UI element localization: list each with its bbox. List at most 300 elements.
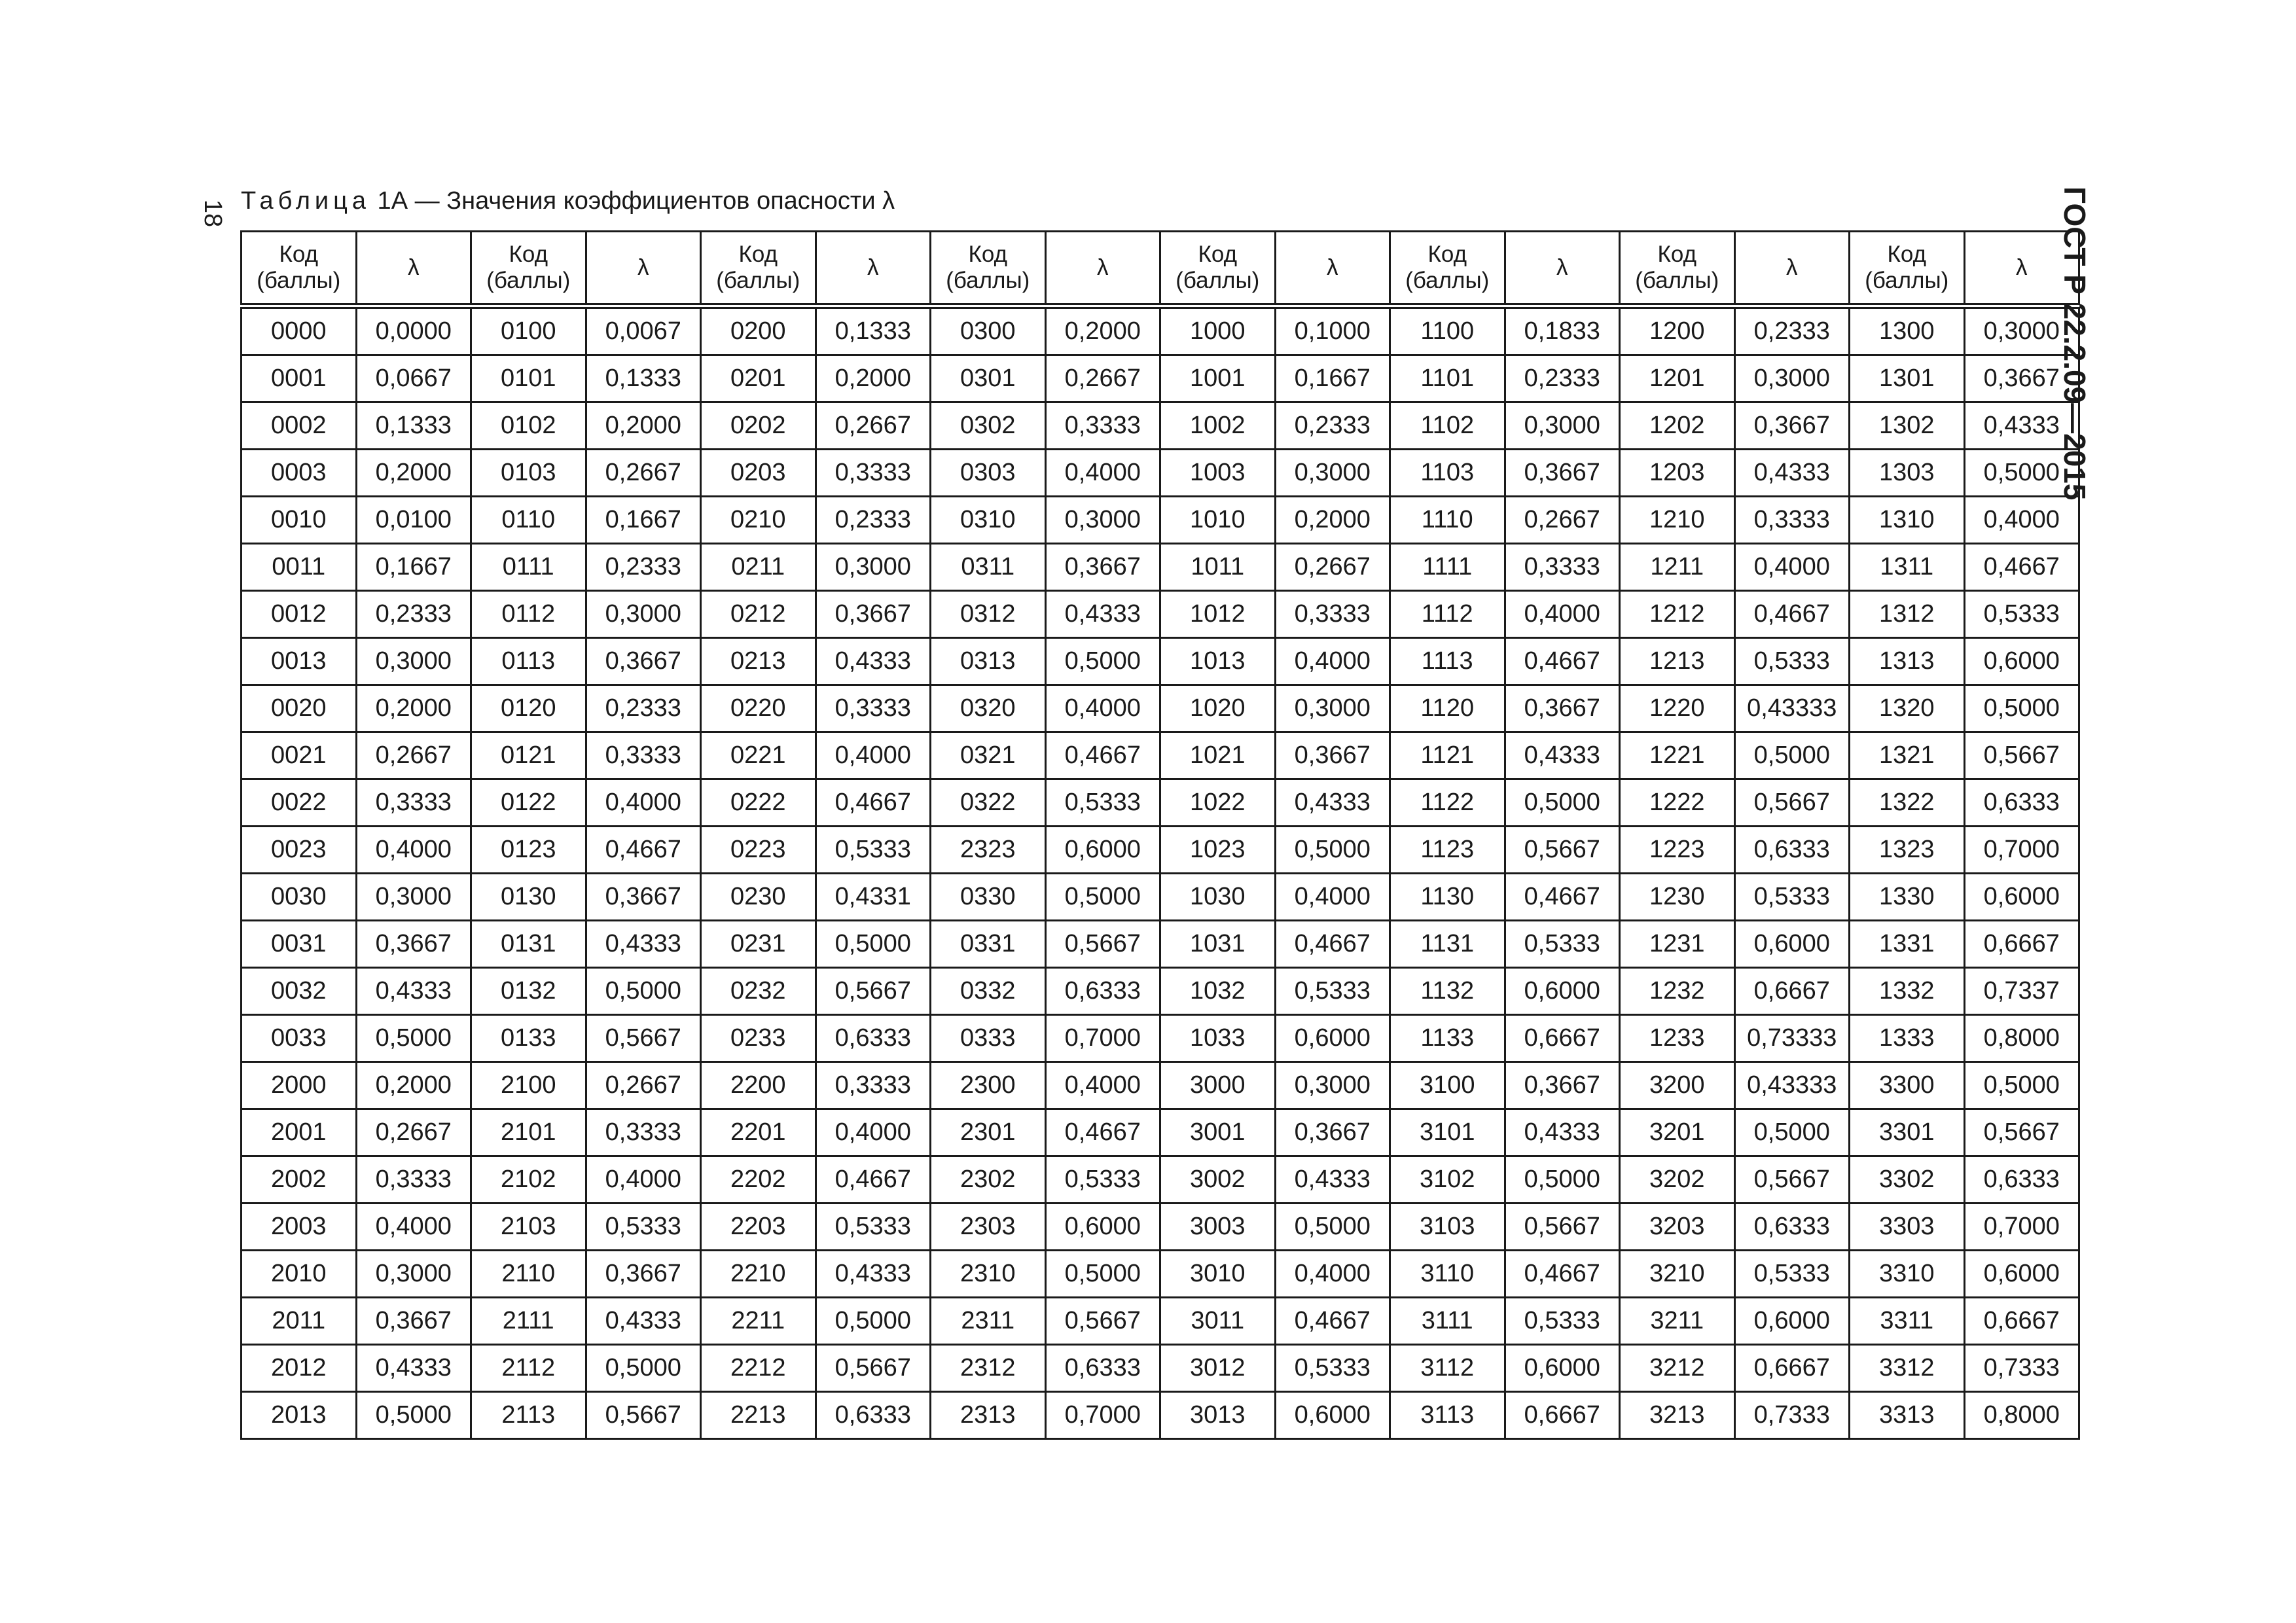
lambda-cell: 0,6000	[1505, 1345, 1620, 1392]
code-cell: 3211	[1620, 1298, 1735, 1345]
lambda-cell: 0,3333	[356, 779, 471, 827]
table-header-row	[242, 232, 2079, 306]
table-row	[242, 1392, 2079, 1439]
lambda-cell: 0,4000	[356, 1204, 471, 1251]
code-cell: 1113	[1390, 638, 1505, 685]
code-cell: 1202	[1620, 402, 1735, 450]
code-cell: 3000	[1160, 1062, 1276, 1109]
lambda-cell: 0,2000	[356, 450, 471, 497]
lambda-cell: 0,5000	[1045, 1251, 1160, 1298]
lambda-cell: 0,3000	[586, 591, 701, 638]
table-row	[242, 685, 2079, 732]
lambda-cell: 0,4667	[1045, 732, 1160, 779]
header-lambda	[586, 232, 701, 306]
lambda-cell: 0,6000	[1505, 968, 1620, 1015]
code-cell: 1313	[1850, 638, 1965, 685]
lambda-cell: 0,2000	[586, 402, 701, 450]
code-cell: 0023	[242, 827, 357, 874]
lambda-cell: 0,2667	[816, 402, 931, 450]
header-lambda	[1045, 232, 1160, 306]
lambda-cell: 0,2333	[586, 544, 701, 591]
code-cell: 0020	[242, 685, 357, 732]
header-lambda	[1505, 232, 1620, 306]
code-cell: 1200	[1620, 306, 1735, 355]
code-cell: 1232	[1620, 968, 1735, 1015]
table-row	[242, 1109, 2079, 1156]
table-row	[242, 1156, 2079, 1204]
lambda-cell: 0,3333	[816, 1062, 931, 1109]
table-row	[242, 827, 2079, 874]
lambda-cell: 0,6000	[1964, 1251, 2079, 1298]
code-cell: 1110	[1390, 497, 1505, 544]
lambda-cell: 0,2000	[1045, 306, 1160, 355]
code-cell: 0233	[701, 1015, 816, 1062]
lambda-cell: 0,5000	[1505, 1156, 1620, 1204]
lambda-cell: 0,6667	[1964, 921, 2079, 968]
code-cell: 0122	[471, 779, 586, 827]
code-cell: 0030	[242, 874, 357, 921]
table-row	[242, 732, 2079, 779]
code-cell: 2102	[471, 1156, 586, 1204]
table-row	[242, 1062, 2079, 1109]
code-cell: 2301	[931, 1109, 1046, 1156]
header-code	[471, 232, 586, 306]
lambda-cell: 0,5000	[1045, 638, 1160, 685]
header-label: Код (баллы)	[257, 241, 341, 293]
code-cell: 1020	[1160, 685, 1276, 732]
lambda-cell: 0,3667	[1275, 732, 1390, 779]
lambda-cell: 0,4000	[1275, 1251, 1390, 1298]
table-row	[242, 1204, 2079, 1251]
code-cell: 2003	[242, 1204, 357, 1251]
code-cell: 1101	[1390, 355, 1505, 402]
code-cell: 3212	[1620, 1345, 1735, 1392]
code-cell: 0333	[931, 1015, 1046, 1062]
lambda-cell: 0,2333	[356, 591, 471, 638]
lambda-cell: 0,2667	[1045, 355, 1160, 402]
header-code	[1620, 232, 1735, 306]
code-cell: 0332	[931, 968, 1046, 1015]
code-cell: 1102	[1390, 402, 1505, 450]
code-cell: 1230	[1620, 874, 1735, 921]
code-cell: 1011	[1160, 544, 1276, 591]
header-code	[931, 232, 1046, 306]
code-cell: 1122	[1390, 779, 1505, 827]
header-label: λ	[867, 255, 879, 280]
code-cell: 1130	[1390, 874, 1505, 921]
code-cell: 0033	[242, 1015, 357, 1062]
code-cell: 0133	[471, 1015, 586, 1062]
lambda-cell: 0,4333	[1045, 591, 1160, 638]
lambda-cell: 0,3000	[1964, 306, 2079, 355]
lambda-cell: 0,5333	[586, 1204, 701, 1251]
table-row	[242, 968, 2079, 1015]
lambda-cell: 0,4667	[1275, 921, 1390, 968]
lambda-cell: 0,6333	[1964, 1156, 2079, 1204]
lambda-cell: 0,1333	[816, 306, 931, 355]
code-cell: 0220	[701, 685, 816, 732]
code-cell: 1312	[1850, 591, 1965, 638]
lambda-cell: 0,5667	[1505, 1204, 1620, 1251]
code-cell: 0301	[931, 355, 1046, 402]
lambda-cell: 0,5000	[1045, 874, 1160, 921]
lambda-cell: 0,5000	[816, 921, 931, 968]
lambda-cell: 0,2333	[586, 685, 701, 732]
code-cell: 0212	[701, 591, 816, 638]
code-cell: 1131	[1390, 921, 1505, 968]
lambda-cell: 0,4333	[1275, 779, 1390, 827]
header-lambda	[1734, 232, 1850, 306]
code-cell: 1112	[1390, 591, 1505, 638]
lambda-cell: 0,73333	[1734, 1015, 1850, 1062]
lambda-cell: 0,4333	[586, 921, 701, 968]
code-cell: 1033	[1160, 1015, 1276, 1062]
header-label: Код (баллы)	[1405, 241, 1490, 293]
code-cell: 3101	[1390, 1109, 1505, 1156]
code-cell: 1223	[1620, 827, 1735, 874]
code-cell: 2112	[471, 1345, 586, 1392]
lambda-cell: 0,6667	[1734, 968, 1850, 1015]
code-cell: 3201	[1620, 1109, 1735, 1156]
lambda-cell: 0,5000	[356, 1392, 471, 1439]
lambda-cell: 0,2333	[1275, 402, 1390, 450]
code-cell: 0000	[242, 306, 357, 355]
header-label: λ	[1786, 255, 1798, 280]
code-cell: 1233	[1620, 1015, 1735, 1062]
code-cell: 2202	[701, 1156, 816, 1204]
lambda-cell: 0,2333	[1505, 355, 1620, 402]
code-cell: 2312	[931, 1345, 1046, 1392]
code-cell: 1021	[1160, 732, 1276, 779]
code-cell: 0012	[242, 591, 357, 638]
code-cell: 0011	[242, 544, 357, 591]
code-cell: 1120	[1390, 685, 1505, 732]
code-cell: 0320	[931, 685, 1046, 732]
code-cell: 0313	[931, 638, 1046, 685]
lambda-cell: 0,3000	[1045, 497, 1160, 544]
lambda-cell: 0,4667	[816, 1156, 931, 1204]
table-row	[242, 638, 2079, 685]
code-cell: 0111	[471, 544, 586, 591]
lambda-cell: 0,3333	[816, 685, 931, 732]
lambda-cell: 0,3667	[1964, 355, 2079, 402]
lambda-cell: 0,6333	[1964, 779, 2079, 827]
lambda-cell: 0,3333	[356, 1156, 471, 1204]
code-cell: 3313	[1850, 1392, 1965, 1439]
header-lambda	[1964, 232, 2079, 306]
table-caption	[241, 183, 895, 219]
code-cell: 2002	[242, 1156, 357, 1204]
lambda-cell: 0,3667	[586, 638, 701, 685]
lambda-cell: 0,3000	[356, 874, 471, 921]
code-cell: 2012	[242, 1345, 357, 1392]
code-cell: 0223	[701, 827, 816, 874]
lambda-cell: 0,7000	[1964, 827, 2079, 874]
code-cell: 1022	[1160, 779, 1276, 827]
lambda-cell: 0,5667	[1505, 827, 1620, 874]
lambda-cell: 0,4333	[356, 968, 471, 1015]
code-cell: 1121	[1390, 732, 1505, 779]
code-cell: 0221	[701, 732, 816, 779]
code-cell: 0202	[701, 402, 816, 450]
lambda-cell: 0,8000	[1964, 1015, 2079, 1062]
lambda-cell: 0,6333	[1045, 1345, 1160, 1392]
code-cell: 0130	[471, 874, 586, 921]
lambda-cell: 0,7337	[1964, 968, 2079, 1015]
lambda-cell: 0,5000	[1734, 732, 1850, 779]
lambda-cell: 0,8000	[1964, 1392, 2079, 1439]
lambda-cell: 0,2667	[356, 732, 471, 779]
lambda-cell: 0,3000	[1275, 685, 1390, 732]
code-cell: 3110	[1390, 1251, 1505, 1298]
lambda-cell: 0,6667	[1734, 1345, 1850, 1392]
code-cell: 0331	[931, 921, 1046, 968]
code-cell: 1133	[1390, 1015, 1505, 1062]
code-cell: 1002	[1160, 402, 1276, 450]
lambda-cell: 0,0667	[356, 355, 471, 402]
lambda-cell: 0,2667	[586, 450, 701, 497]
table-row	[242, 306, 2079, 355]
code-cell: 0032	[242, 968, 357, 1015]
code-cell: 2201	[701, 1109, 816, 1156]
lambda-cell: 0,1333	[586, 355, 701, 402]
lambda-cell: 0,5000	[816, 1298, 931, 1345]
code-cell: 1300	[1850, 306, 1965, 355]
header-label: λ	[1556, 255, 1568, 280]
code-cell: 2110	[471, 1251, 586, 1298]
code-cell: 2210	[701, 1251, 816, 1298]
lambda-cell: 0,3667	[1505, 450, 1620, 497]
lambda-cell: 0,6000	[1045, 827, 1160, 874]
code-cell: 1001	[1160, 355, 1276, 402]
code-cell: 1013	[1160, 638, 1276, 685]
code-cell: 3011	[1160, 1298, 1276, 1345]
code-cell: 2000	[242, 1062, 357, 1109]
code-cell: 0203	[701, 450, 816, 497]
lambda-cell: 0,4667	[1505, 874, 1620, 921]
code-cell: 0321	[931, 732, 1046, 779]
table-row	[242, 874, 2079, 921]
code-cell: 2300	[931, 1062, 1046, 1109]
code-cell: 0121	[471, 732, 586, 779]
code-cell: 3010	[1160, 1251, 1276, 1298]
lambda-cell: 0,3667	[1275, 1109, 1390, 1156]
code-cell: 1303	[1850, 450, 1965, 497]
lambda-cell: 0,4667	[1505, 638, 1620, 685]
header-label: λ	[637, 255, 649, 280]
lambda-cell: 0,5000	[1964, 450, 2079, 497]
header-label: λ	[408, 255, 420, 280]
lambda-cell: 0,7333	[1734, 1392, 1850, 1439]
code-cell: 2303	[931, 1204, 1046, 1251]
lambda-cell: 0,43333	[1734, 1062, 1850, 1109]
lambda-cell: 0,3333	[1734, 497, 1850, 544]
code-cell: 0211	[701, 544, 816, 591]
code-cell: 1302	[1850, 402, 1965, 450]
code-cell: 1000	[1160, 306, 1276, 355]
lambda-cell: 0,5000	[356, 1015, 471, 1062]
code-cell: 3112	[1390, 1345, 1505, 1392]
code-cell: 3002	[1160, 1156, 1276, 1204]
lambda-cell: 0,5000	[1964, 685, 2079, 732]
code-cell: 3312	[1850, 1345, 1965, 1392]
lambda-cell: 0,2333	[1734, 306, 1850, 355]
code-cell: 0232	[701, 968, 816, 1015]
lambda-cell: 0,5667	[586, 1015, 701, 1062]
lambda-cell: 0,3333	[1045, 402, 1160, 450]
lambda-cell: 0,5000	[1275, 827, 1390, 874]
lambda-cell: 0,4667	[1964, 544, 2079, 591]
lambda-cell: 0,6333	[1734, 827, 1850, 874]
code-cell: 2010	[242, 1251, 357, 1298]
lambda-cell: 0,1333	[356, 402, 471, 450]
code-cell: 1010	[1160, 497, 1276, 544]
code-cell: 1330	[1850, 874, 1965, 921]
lambda-cell: 0,5667	[1045, 921, 1160, 968]
code-cell: 3003	[1160, 1204, 1276, 1251]
code-cell: 2111	[471, 1298, 586, 1345]
table-row	[242, 1345, 2079, 1392]
code-cell: 0103	[471, 450, 586, 497]
document-id: ГОСТ Р 22.2.09—2015	[2058, 187, 2092, 501]
table-row	[242, 1251, 2079, 1298]
code-cell: 1031	[1160, 921, 1276, 968]
lambda-cell: 0,4000	[816, 732, 931, 779]
lambda-cell: 0,4333	[1505, 732, 1620, 779]
code-cell: 0312	[931, 591, 1046, 638]
code-cell: 0310	[931, 497, 1046, 544]
code-cell: 1111	[1390, 544, 1505, 591]
code-cell: 0100	[471, 306, 586, 355]
lambda-cell: 0,6000	[1964, 874, 2079, 921]
code-cell: 0132	[471, 968, 586, 1015]
code-cell: 0021	[242, 732, 357, 779]
code-cell: 3213	[1620, 1392, 1735, 1439]
lambda-cell: 0,4667	[1045, 1109, 1160, 1156]
code-cell: 2211	[701, 1298, 816, 1345]
code-cell: 1212	[1620, 591, 1735, 638]
lambda-cell: 0,3667	[586, 1251, 701, 1298]
header-lambda	[816, 232, 931, 306]
lambda-cell: 0,5333	[1275, 968, 1390, 1015]
lambda-cell: 0,3000	[1734, 355, 1850, 402]
lambda-cell: 0,6333	[816, 1392, 931, 1439]
code-cell: 2200	[701, 1062, 816, 1109]
lambda-cell: 0,2333	[816, 497, 931, 544]
code-cell: 2313	[931, 1392, 1046, 1439]
table-row	[242, 591, 2079, 638]
lambda-cell: 0,3667	[1505, 685, 1620, 732]
lambda-cell: 0,4333	[1734, 450, 1850, 497]
lambda-cell: 0,4667	[1275, 1298, 1390, 1345]
code-cell: 2323	[931, 827, 1046, 874]
lambda-cell: 0,0100	[356, 497, 471, 544]
lambda-cell: 0,5000	[1964, 1062, 2079, 1109]
lambda-cell: 0,6000	[1964, 638, 2079, 685]
lambda-cell: 0,2667	[1275, 544, 1390, 591]
header-label: Код (баллы)	[1175, 241, 1260, 293]
code-cell: 0031	[242, 921, 357, 968]
table-row	[242, 355, 2079, 402]
code-cell: 2100	[471, 1062, 586, 1109]
lambda-cell: 0,4333	[816, 1251, 931, 1298]
lambda-cell: 0,4000	[586, 1156, 701, 1204]
lambda-cell: 0,2000	[356, 685, 471, 732]
lambda-cell: 0,5667	[1964, 1109, 2079, 1156]
code-cell: 1220	[1620, 685, 1735, 732]
code-cell: 2310	[931, 1251, 1046, 1298]
lambda-cell: 0,5333	[1734, 638, 1850, 685]
code-cell: 3200	[1620, 1062, 1735, 1109]
code-cell: 0300	[931, 306, 1046, 355]
lambda-cell: 0,5667	[586, 1392, 701, 1439]
code-cell: 1231	[1620, 921, 1735, 968]
code-cell: 0213	[701, 638, 816, 685]
code-cell: 1030	[1160, 874, 1276, 921]
lambda-cell: 0,3667	[356, 1298, 471, 1345]
lambda-cell: 0,43333	[1734, 685, 1850, 732]
lambda-cell: 0,5000	[586, 1345, 701, 1392]
code-cell: 3012	[1160, 1345, 1276, 1392]
code-cell: 2103	[471, 1204, 586, 1251]
code-cell: 3111	[1390, 1298, 1505, 1345]
lambda-cell: 0,6000	[1275, 1392, 1390, 1439]
lambda-cell: 0,3667	[356, 921, 471, 968]
code-cell: 0200	[701, 306, 816, 355]
lambda-cell: 0,4667	[1734, 591, 1850, 638]
lambda-cell: 0,4667	[586, 827, 701, 874]
caption-label: Таблица	[241, 187, 370, 215]
code-cell: 0330	[931, 874, 1046, 921]
lambda-cell: 0,4000	[1045, 1062, 1160, 1109]
code-cell: 0102	[471, 402, 586, 450]
lambda-cell: 0,5333	[1045, 779, 1160, 827]
table-row	[242, 497, 2079, 544]
table-row	[242, 1015, 2079, 1062]
code-cell: 0322	[931, 779, 1046, 827]
lambda-cell: 0,4333	[1964, 402, 2079, 450]
lambda-cell: 0,6333	[816, 1015, 931, 1062]
code-cell: 3302	[1850, 1156, 1965, 1204]
code-cell: 2013	[242, 1392, 357, 1439]
code-cell: 3311	[1850, 1298, 1965, 1345]
lambda-cell: 0,4000	[1505, 591, 1620, 638]
code-cell: 2001	[242, 1109, 357, 1156]
lambda-cell: 0,6667	[1964, 1298, 2079, 1345]
code-cell: 1103	[1390, 450, 1505, 497]
header-code	[242, 232, 357, 306]
code-cell: 1132	[1390, 968, 1505, 1015]
lambda-cell: 0,4667	[1505, 1251, 1620, 1298]
code-cell: 2011	[242, 1298, 357, 1345]
code-cell: 0013	[242, 638, 357, 685]
code-cell: 0131	[471, 921, 586, 968]
code-cell: 1123	[1390, 827, 1505, 874]
lambda-cell: 0,4000	[1045, 450, 1160, 497]
lambda-cell: 0,0000	[356, 306, 471, 355]
lambda-cell: 0,5333	[1275, 1345, 1390, 1392]
header-code	[1160, 232, 1276, 306]
table-row	[242, 779, 2079, 827]
header-label: λ	[1097, 255, 1109, 280]
code-cell: 1201	[1620, 355, 1735, 402]
lambda-cell: 0,5667	[1964, 732, 2079, 779]
lambda-cell: 0,7000	[1045, 1015, 1160, 1062]
code-cell: 1311	[1850, 544, 1965, 591]
lambda-cell: 0,4000	[586, 779, 701, 827]
lambda-cell: 0,3333	[586, 732, 701, 779]
code-cell: 0002	[242, 402, 357, 450]
